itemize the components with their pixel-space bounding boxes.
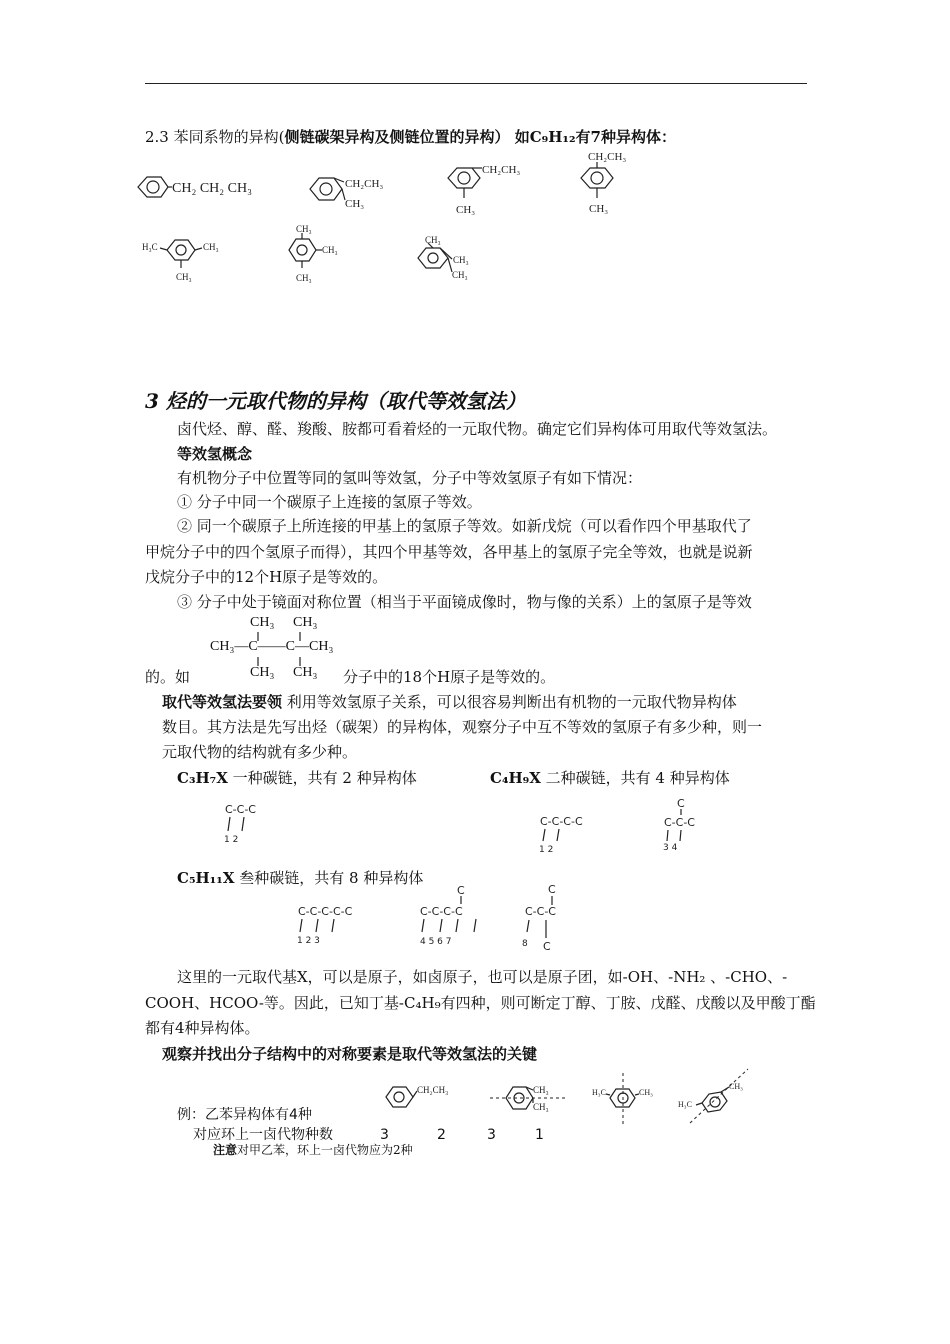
c5c-chain-text: C-C-C [525, 905, 556, 918]
rule-3-line-2a: 的。如 [145, 668, 191, 686]
m6-top: CH₃ [296, 224, 312, 234]
isomer-para-ethyltoluene [581, 151, 626, 215]
c5b-numbers: 4 5 6 7 [420, 937, 452, 947]
concept-text: 有机物分子中位置等同的氢叫等效氢，分子中等效氢原子有如下情况： [177, 469, 643, 487]
c4b-top: C [677, 797, 685, 810]
count-label: 对应环上一卤代物种数 [193, 1127, 333, 1143]
isomer-mesitylene [142, 240, 219, 282]
m5-left: H₃C [142, 242, 158, 252]
count-4: 1 [535, 1127, 544, 1143]
m7-top: CH₃ [425, 235, 441, 245]
ex1-ethylbenzene [386, 1085, 448, 1107]
count-1: 3 [380, 1127, 389, 1143]
count-2: 2 [437, 1127, 446, 1143]
c4b-chain [655, 795, 735, 865]
m3-substituent-2: CH₃ [456, 204, 476, 216]
header-rule [145, 83, 807, 84]
c5-chains [290, 880, 590, 960]
c4-formula: C₄H₉X [490, 769, 541, 787]
ex4-right: CH₃ [729, 1082, 743, 1091]
hexane-top-2: CH₃ [293, 615, 318, 630]
method-line-3: 元取代物的结构就有多少种。 [162, 743, 358, 761]
key-point: 观察并找出分子结构中的对称要素是取代等效氢法的关键 [162, 1045, 538, 1063]
ex2-substituent-1: CH₃ [533, 1085, 549, 1095]
isomer-propylbenzene [138, 177, 252, 197]
c5b-top: C [457, 884, 465, 897]
c5b-chain [420, 884, 476, 947]
concept-title: 等效氢概念 [177, 445, 253, 463]
section-3-heading: 3 烃的一元取代物的异构（取代等效氢法） [145, 389, 526, 413]
closing-line-1: 这里的一元取代基X，可以是原子，如卤原子，也可以是原子团，如-OH、-NH₂ 、-CHO、- [177, 968, 788, 986]
note-bold: 注意 [213, 1143, 238, 1157]
hexane-bottom-2: CH₃ [293, 665, 318, 680]
rule-2-line-1: ② 同一个碳原子上所连接的甲基上的氢原子等效。如新戊烷（可以看作四个甲基取代了 [177, 517, 752, 535]
c5a-chain-text: C-C-C-C-C [298, 905, 353, 918]
c5b-chain-text: C-C-C-C [420, 905, 463, 918]
rule-1: ① 分子中同一个碳原子上连接的氢原子等效。 [177, 493, 482, 511]
count-3: 3 [487, 1127, 496, 1143]
m4-substituent-1: CH₂CH₃ [588, 151, 627, 163]
c3-formula: C₃H₇X [177, 769, 228, 787]
c4b-numbers: 3 4 [663, 843, 678, 853]
section-3-intro: 卤代烃、醇、醛、羧酸、胺都可看着烃的一元取代物。确定它们异构体可用取代等效氢法。 [177, 420, 778, 438]
c4-text: 二种碳链，共有 4 种异构体 [540, 769, 730, 787]
note-line [213, 1141, 413, 1159]
m6-bottom: CH₃ [296, 273, 312, 283]
m5-bottom: CH₃ [176, 272, 192, 282]
closing-line-3: 都有4种异构体。 [145, 1019, 260, 1037]
ex4-left: H₃C [678, 1100, 692, 1109]
m6-right: CH₃ [322, 245, 338, 255]
ex3-left: H₃C [592, 1088, 606, 1097]
c5c-top: C [548, 883, 556, 896]
ex4-para-xylene [678, 1069, 748, 1123]
example-label: 例：乙苯异构体有4种 [177, 1107, 312, 1123]
method-line-1-text: 利用等效氢原子关系，可以很容易判断出有机物的一元取代物异构体 [282, 693, 737, 711]
isomer-ortho-ethyltoluene [310, 178, 383, 210]
method-line-1 [162, 690, 737, 714]
ex3-right: CH₃ [639, 1088, 653, 1097]
isomer-meta-ethyltoluene [448, 164, 520, 216]
c4b-chain-text: C-C-C [664, 816, 695, 829]
rule-3-line-2b: 分子中的18个H原子是等效的。 [343, 668, 556, 686]
c4a-chain [539, 815, 583, 855]
rule-3-line-1: ③ 分子中处于镜面对称位置（相当于平面镜成像时，物与像的关系）上的氢原子是等效 [177, 593, 752, 611]
m2-substituent-2: CH₃ [345, 198, 365, 210]
c5c-chain [522, 883, 556, 953]
isomer-hemimellitene [418, 235, 469, 280]
m7-right-1: CH₃ [453, 255, 469, 265]
c3-chain-text: C-C-C [225, 803, 256, 816]
c3-chain [224, 803, 256, 845]
hexane-top-1: CH₃ [250, 615, 275, 630]
c5c-bottom: C [543, 940, 551, 953]
section-2-3-bold: 侧链碳架异构及侧链位置的异构） [284, 128, 510, 146]
hexane-bonds [210, 615, 350, 685]
c5c-numbers: 8 [522, 939, 528, 949]
m5-right: CH₃ [203, 242, 219, 252]
c3-text: 一种碳链，共有 2 种异构体 [227, 769, 417, 787]
method-title: 取代等效氢法要领 [162, 693, 283, 711]
method-line-2: 数目。其方法是先写出烃（碳架）的异构体，观察分子中互不等效的氢原子有多少种，则一 [162, 718, 763, 736]
m1-substituent: CH₂ CH₂ CH₃ [172, 181, 252, 196]
section-2-3-prefix: 2.3 苯同系物的异构( [145, 128, 285, 146]
hexane-main: CH₃—C——C—CH₃ [210, 639, 334, 654]
m3-substituent-1: CH₂CH₃ [482, 164, 521, 176]
ex3-meta-xylene [592, 1073, 653, 1127]
c4a-numbers: 1 2 [539, 845, 554, 855]
m4-substituent-2: CH₃ [589, 203, 609, 215]
ex2-ortho-xylene [490, 1085, 565, 1112]
note-text: 对甲乙苯，环上一卤代物应为2种 [237, 1143, 413, 1157]
ex1-substituent: CH₂CH₃ [417, 1085, 449, 1095]
m7-right-2: CH₃ [452, 270, 468, 280]
c3-c4-chains [215, 795, 635, 865]
closing-line-2: COOH、HCOO-等。因此，已知丁基-C₄H₉有四种，则可断定丁醇、丁胺、戊醛、戊酸以及甲酸丁酯 [145, 994, 816, 1012]
isomer-pseudocumene [289, 224, 338, 283]
m2-substituent-1: CH₂CH₃ [345, 178, 384, 190]
c5-text: 叁种碳链，共有 8 种异构体 [234, 869, 424, 887]
rule-2-line-3: 戊烷分子中的12个H原子是等效的。 [145, 568, 388, 586]
hexane-bottom-1: CH₃ [250, 665, 275, 680]
c3-numbers: 1 2 [224, 835, 239, 845]
rule-2-line-2: 甲烷分子中的四个氢原子而得），其四个甲基等效，各甲基上的氢原子完全等效，也就是说新 [145, 543, 753, 561]
c4a-chain-text: C-C-C-C [540, 815, 583, 828]
section-2-3-suffix: 如C₉H₁₂有7种异构体： [509, 128, 676, 146]
ex2-substituent-2: CH₃ [533, 1102, 549, 1112]
c4-header [490, 766, 730, 790]
c5-formula: C₅H₁₁X [177, 869, 235, 887]
c3-header [177, 766, 417, 790]
c5a-chain [297, 905, 353, 946]
c5a-numbers: 1 2 3 [297, 936, 320, 946]
benzene-isomers-diagram [130, 140, 820, 300]
